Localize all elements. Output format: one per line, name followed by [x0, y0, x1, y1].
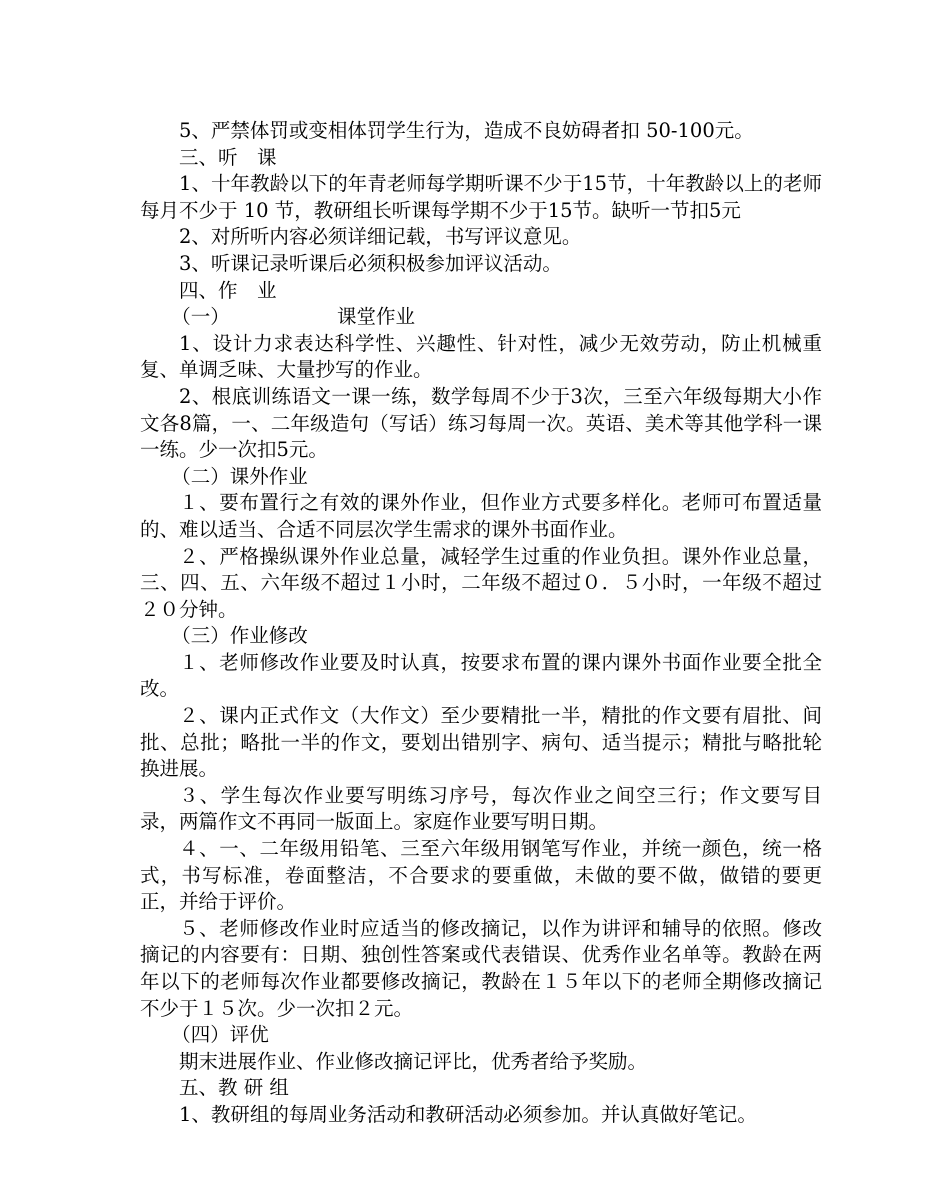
- section-heading-homework: 四、作 业: [179, 278, 277, 302]
- paragraph-listening-3: 3、听课记录听课后必须积极参加评议活动。: [179, 251, 562, 275]
- paragraph-extracurricular-1: １、要布置行之有效的课外作业，但作业方式要多样化。老师可布置适量的、难以适当、合适不同层次学生需求的课外书面作业。: [140, 491, 822, 541]
- paragraph-listening-2: 2、对所听内容必须详细记载，书写评议意见。: [179, 225, 582, 249]
- paragraph-correction-4: ４、一、二年级用铅笔、三至六年级用钢笔写作业，并统一颜色，统一格式，书写标准，卷面整洁，不合要求的要重做，未做的要不做，做错的要更正，并给于评价。: [140, 837, 822, 914]
- paragraph-correction-2: ２、课内正式作文（大作文）至少要精批一半，精批的作文要有眉批、间批、总批；略批一半的作文，要划出错别字、病句、适当提示；精批与略批轮换进展。: [140, 704, 822, 781]
- paragraph-evaluation: 期末进展作业、作业修改摘记评比，优秀者给予奖励。: [179, 1049, 648, 1073]
- subheading-homework-correction: （三）作业修改: [171, 624, 308, 648]
- subheading-extracurricular-homework: （二）课外作业: [171, 464, 308, 488]
- paragraph-correction-1: １、老师修改作业要及时认真，按要求布置的课内课外书面作业要全批全改。: [140, 650, 822, 701]
- section-heading-listening: 三、听 课: [179, 145, 277, 169]
- paragraph-research-group-1: 1、教研组的每周业务活动和教研活动必须参加。并认真做好笔记。: [179, 1102, 757, 1126]
- paragraph-extracurricular-2: ２、严格操纵课外作业总量，减轻学生过重的作业负担。课外作业总量，三、四、五、六年级不超过１小时，二年级不超过０．５小时，一年级不超过２０分钟。: [140, 544, 822, 621]
- paragraph-correction-5: ５、老师修改作业时应适当的修改摘记，以作为讲评和辅导的依照。修改摘记的内容要有：日期、独创性答案或代表错误、优秀作业名单等。教龄在两年以下的老师每次作业都要修改摘记，教龄在１５年以下的老师全期修改摘记不少于１５次。少一次扣２元。: [140, 916, 822, 1020]
- paragraph-correction-3: ３、学生每次作业要写明练习序号，每次作业之间空三行；作文要写目录，两篇作文不再同一版面上。家庭作业要写明日期。: [140, 783, 822, 834]
- subheading-classroom-homework: （一） 课堂作业: [171, 305, 415, 329]
- section-heading-teaching-research-group: 五、教 研 组: [179, 1076, 289, 1100]
- paragraph-classroom-1: 1、设计力求表达科学性、兴趣性、针对性，减少无效劳动，防止机械重复、单调乏味、大量抄写的作业。: [140, 331, 822, 382]
- paragraph-classroom-2: 2、根底训练语文一课一练，数学每周不少于3次，三至六年级每期大小作文各8篇，一、二年级造句（写话）练习每周一次。英语、美术等其他学科一课一练。少一次扣5元。: [140, 384, 822, 462]
- paragraph-rule-5-corporal-punishment: 5、严禁体罚或变相体罚学生行为，造成不良妨碍者扣 50-100元。: [179, 119, 754, 142]
- document-page: [140, 118, 822, 1129]
- paragraph-listening-1: 1、十年教龄以下的年青老师每学期听课不少于15节，十年教龄以上的老师每月不少于 10 节，教研组长听课每学期不少于15节。缺听一节扣5元: [140, 172, 822, 222]
- subheading-excellence-evaluation: （四）评优: [171, 1023, 269, 1047]
